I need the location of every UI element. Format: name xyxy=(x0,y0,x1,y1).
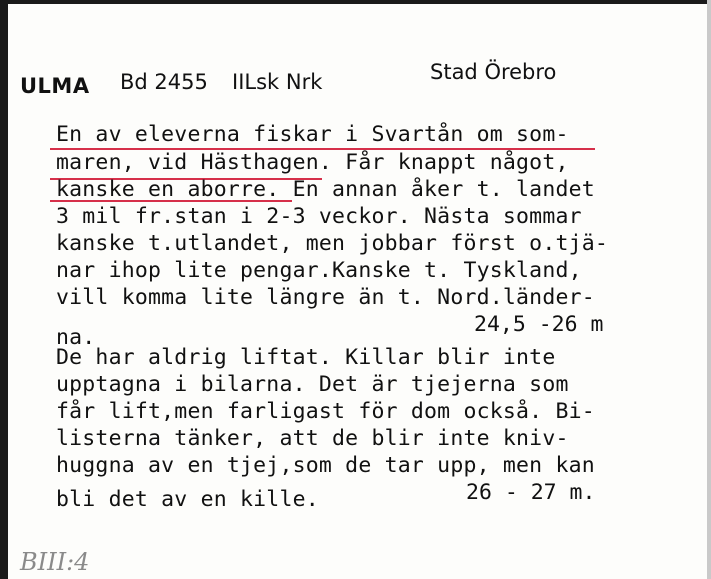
card-header xyxy=(0,58,711,98)
record-type: IILsk Nrk xyxy=(232,70,323,94)
text-line: maren, vid Hästhagen. Får knappt något, xyxy=(56,150,569,175)
text-line: upptagna i bilarna. Det är tjejerna som xyxy=(56,372,569,397)
place-name: Stad Örebro xyxy=(430,60,557,84)
text-line: nar ihop lite pengar.Kanske t. Tyskland, xyxy=(56,258,582,283)
text-line: listerna tänker, att de blir inte kniv- xyxy=(56,426,569,451)
text-line: En av eleverna fiskar i Svartån om som- xyxy=(56,122,569,147)
card-top-edge xyxy=(0,0,711,4)
text-line: 3 mil fr.stan i 2-3 veckor. Nästa sommar xyxy=(56,204,582,229)
text-line: bli det av en kille. xyxy=(56,487,319,512)
text-line: kanske t.utlandet, men jobbar först o.tjä- xyxy=(56,231,609,256)
text-line: De har aldrig liftat. Killar blir inte xyxy=(56,345,556,370)
collection-code: ULMA xyxy=(20,74,90,98)
volume-number: Bd 2455 xyxy=(120,70,208,94)
archive-reference: BIII:4 xyxy=(20,548,90,576)
text-line: kanske en aborre. En annan åker t. landet xyxy=(56,177,595,202)
text-line: huggna av en tjej,som de tar upp, men kan xyxy=(56,453,595,478)
text-line: na. xyxy=(56,325,96,350)
text-line: vill komma lite längre än t. Nord.länder- xyxy=(56,285,595,310)
text-line: får lift,men farligast för dom också. Bi- xyxy=(56,399,595,424)
measure-label: 26 - 27 m. xyxy=(466,480,596,505)
measure-label: 24,5 -26 m xyxy=(474,312,604,337)
